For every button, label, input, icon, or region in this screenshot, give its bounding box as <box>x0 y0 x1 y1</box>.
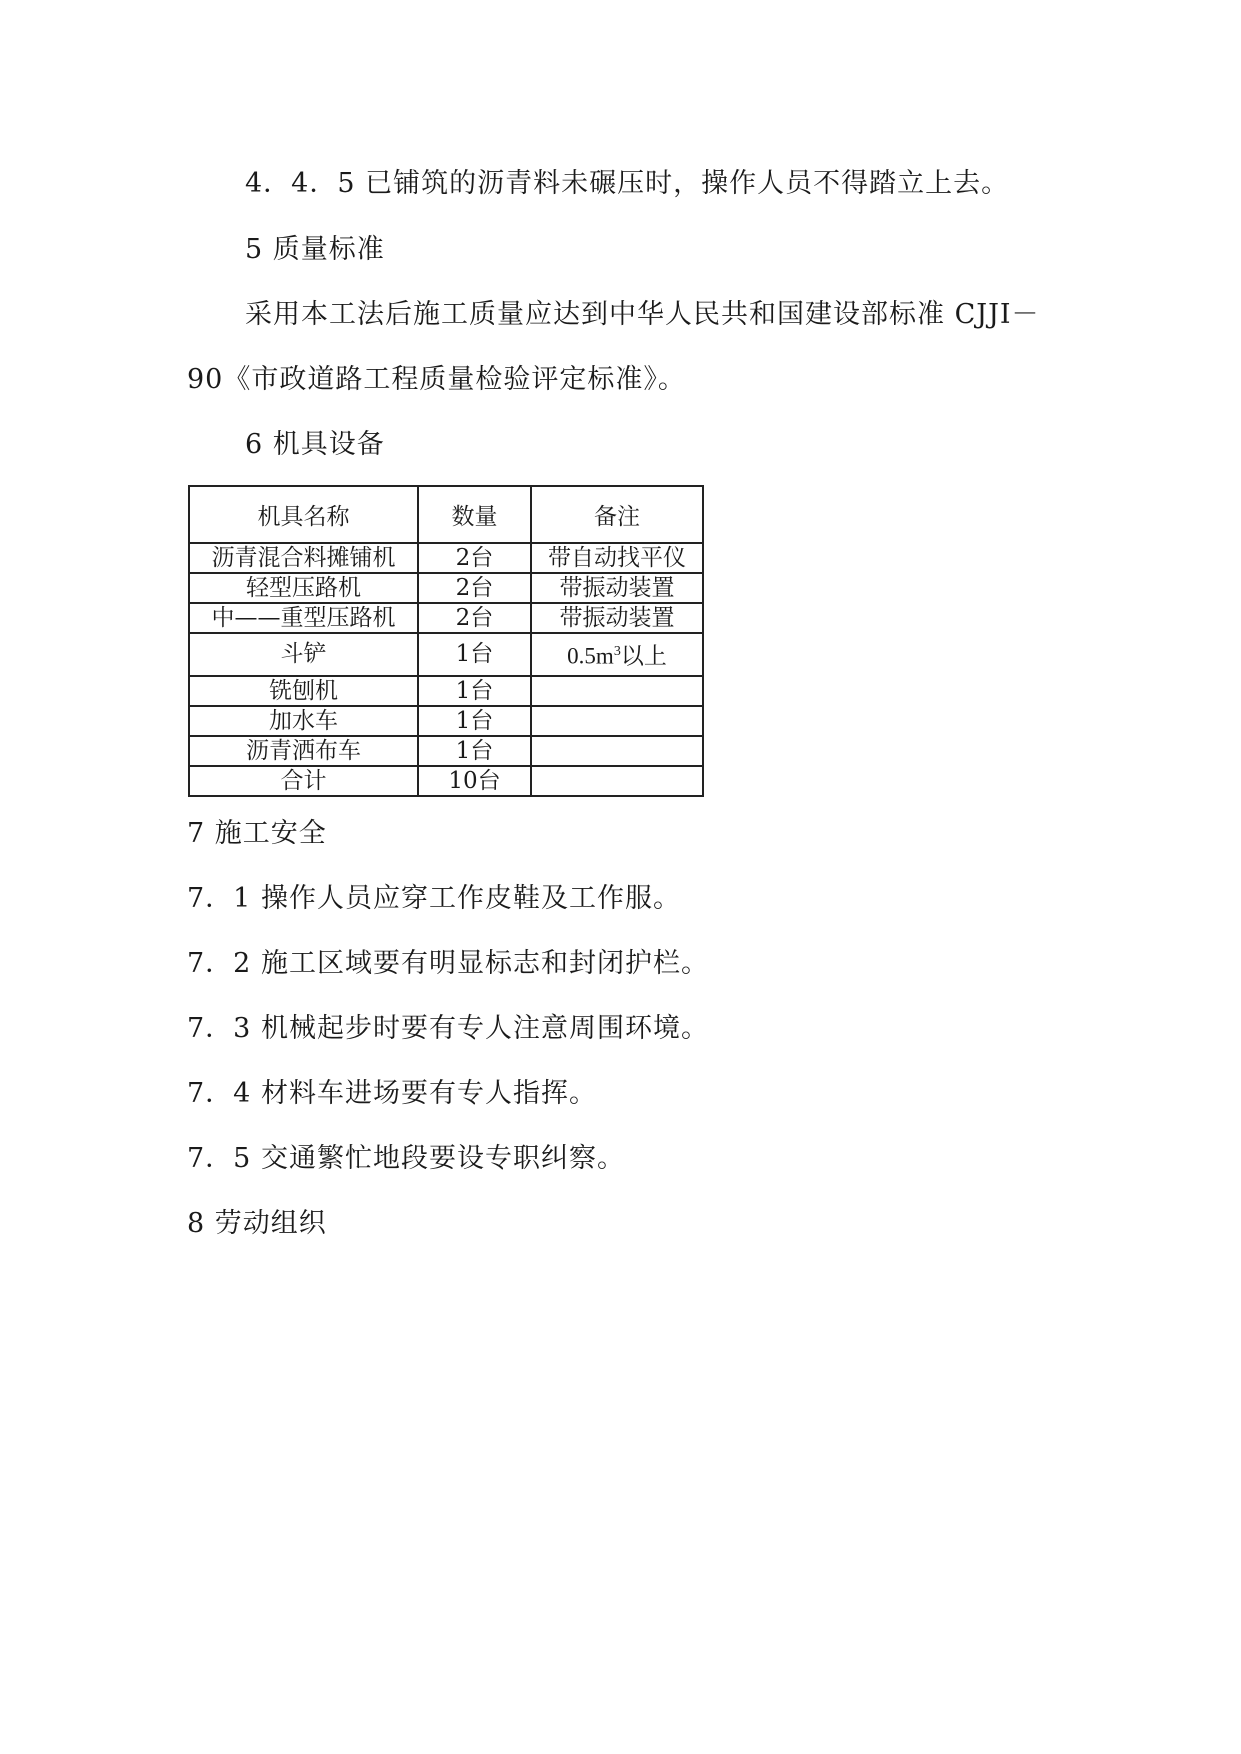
cell-name: 中——重型压路机 <box>189 603 418 633</box>
note-capacity-suffix: 以上 <box>620 643 667 669</box>
cell-note <box>531 736 703 766</box>
cell-note <box>531 766 703 796</box>
para-quality-line1: 采用本工法后施工质量应达到中华人民共和国建设部标准 CJJI－ <box>245 299 1040 330</box>
cell-qty: 1台 <box>418 706 531 736</box>
cell-name: 沥青混合料摊铺机 <box>189 543 418 573</box>
header-quantity: 数量 <box>418 486 531 543</box>
cell-name: 沥青洒布车 <box>189 736 418 766</box>
heading-8: 8 劳动组织 <box>187 1208 327 1239</box>
note-capacity-exponent: 3 <box>613 644 621 659</box>
table-row <box>189 706 703 736</box>
table-row <box>189 603 703 633</box>
cell-note <box>531 706 703 736</box>
cell-qty: 1台 <box>418 736 531 766</box>
cell-qty: 1台 <box>418 633 531 676</box>
cell-note <box>531 633 703 676</box>
item-7-3: 7．3 机械起步时要有专人注意周围环境。 <box>187 1013 709 1044</box>
cell-note <box>531 676 703 706</box>
table-row <box>189 543 703 573</box>
cell-qty: 10台 <box>418 766 531 796</box>
table-row <box>189 573 703 603</box>
table-row <box>189 676 703 706</box>
equipment-table <box>188 485 704 797</box>
cell-note: 带振动装置 <box>531 573 703 603</box>
table-header-row <box>189 486 703 543</box>
item-7-4: 7．4 材料车进场要有专人指挥。 <box>187 1078 597 1109</box>
cell-name: 加水车 <box>189 706 418 736</box>
table-row <box>189 633 703 676</box>
cell-name: 合计 <box>189 766 418 796</box>
cell-qty: 2台 <box>418 573 531 603</box>
heading-5: 5 质量标准 <box>245 234 385 265</box>
header-remarks: 备注 <box>531 486 703 543</box>
heading-7: 7 施工安全 <box>187 818 327 849</box>
table-row-total <box>189 766 703 796</box>
item-7-1: 7．1 操作人员应穿工作皮鞋及工作服。 <box>187 883 681 914</box>
note-capacity: 0.5m <box>567 643 614 669</box>
header-equipment-name: 机具名称 <box>189 486 418 543</box>
cell-qty: 1台 <box>418 676 531 706</box>
cell-qty: 2台 <box>418 603 531 633</box>
item-7-2: 7．2 施工区域要有明显标志和封闭护栏。 <box>187 948 709 979</box>
cell-qty: 2台 <box>418 543 531 573</box>
item-7-5: 7．5 交通繁忙地段要设专职纠察。 <box>187 1143 625 1174</box>
cell-note: 带振动装置 <box>531 603 703 633</box>
table-row <box>189 736 703 766</box>
para-quality-line2: 90《市政道路工程质量检验评定标准》。 <box>187 364 686 395</box>
heading-6: 6 机具设备 <box>245 429 385 460</box>
cell-name: 轻型压路机 <box>189 573 418 603</box>
cell-name: 铣刨机 <box>189 676 418 706</box>
cell-note: 带自动找平仪 <box>531 543 703 573</box>
cell-name: 斗铲 <box>189 633 418 676</box>
para-4-4-5: 4．4．5 已铺筑的沥青料未碾压时，操作人员不得踏立上去。 <box>245 168 1010 199</box>
